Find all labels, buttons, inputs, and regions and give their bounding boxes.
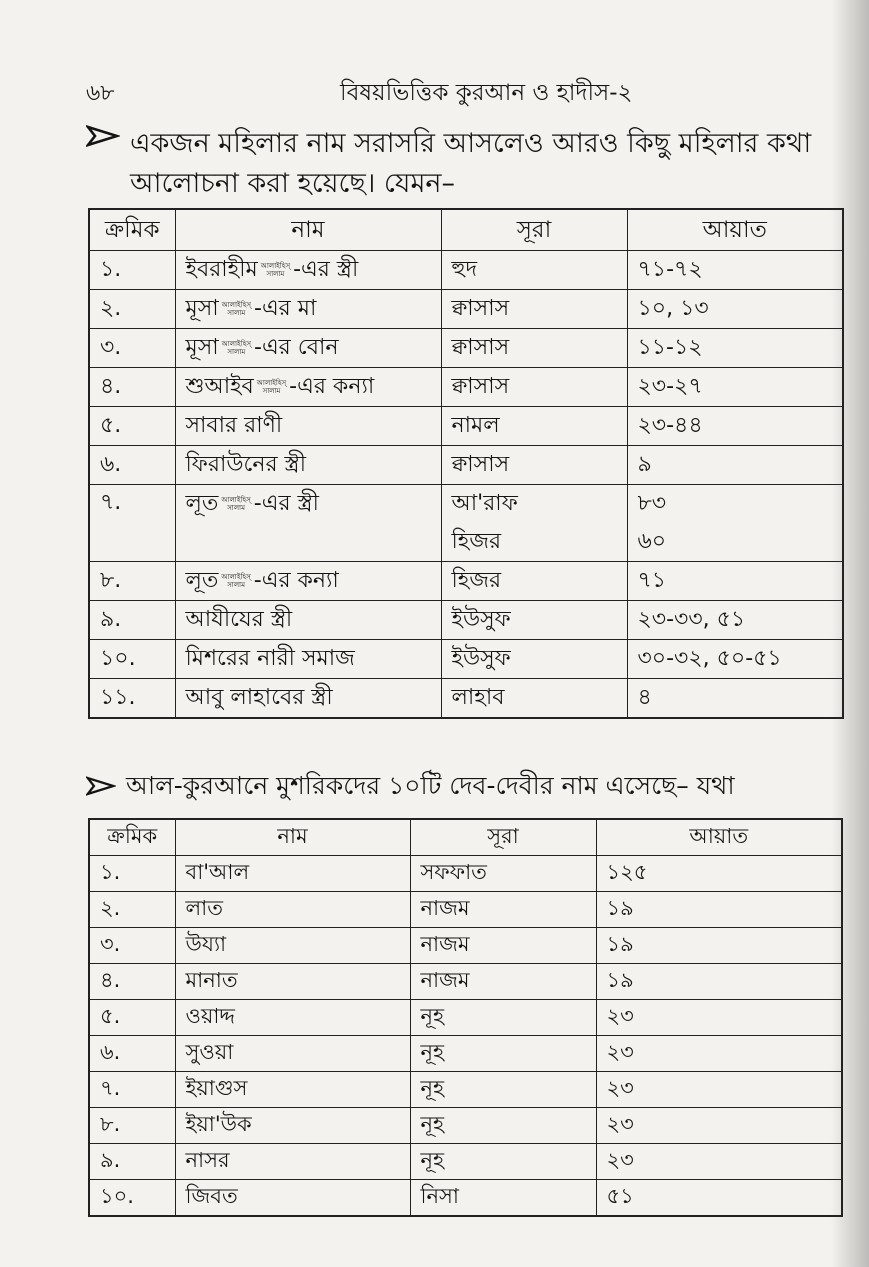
table-row [89,446,843,485]
surah-cell: হুদ [441,251,627,290]
serial-cell: ১. [89,251,175,290]
ayat-cell: ২৩ [596,1000,842,1036]
serial-cell: ২. [89,290,175,329]
serial-cell: ১. [89,856,175,892]
surah-cell: নাজম [410,928,596,964]
header-serial: ক্রমিক [89,819,175,856]
person-name: মূসা [185,295,219,321]
table-row [89,679,843,719]
name-cell: সুওয়া [175,1036,410,1072]
person-name: ইবরাহীম [185,256,258,282]
table-row [89,290,843,329]
ayat-cell: ৯ [627,446,843,485]
surah-cell: ক্বাসাস [441,290,627,329]
ayat-cell: ১৯ [596,964,842,1000]
arrowhead-bullet-icon [86,775,116,797]
header-serial: ক্রমিক [89,209,175,251]
table-row [89,368,843,407]
surah-cell: ক্বাসাস [441,368,627,407]
person-name: মিশরের নারী সমাজ [185,645,355,671]
ayat-cell: ২৩-৩৩, ৫১ [627,601,843,640]
header-ayat: আয়াত [627,209,843,251]
serial-cell: ৬. [89,1036,175,1072]
table-row [89,1180,842,1217]
honorific-top: আলাইহিস্ [221,496,251,504]
ayat-cell: ৫১ [596,1180,842,1217]
honorific-top: আলাইহিস্ [221,300,251,309]
serial-cell: ৪. [89,964,175,1000]
name-cell: জিবত [175,1180,410,1217]
table-header-row [89,209,843,251]
serial-cell: ২. [89,892,175,928]
surah-cell: নূহ [410,1108,596,1144]
honorific-top: আলাইহিস্ [256,378,287,387]
surah-cell: ক্বাসাস [441,446,627,485]
surah-cell: নূহ [410,1144,596,1180]
idols-table-body [89,856,842,1217]
name-cell [175,640,441,679]
ayat-cell: ৩০-৩২, ৫০-৫১ [627,640,843,679]
relation-suffix: -এর স্ত্রী [293,256,359,282]
serial-cell: ৭. [89,485,175,562]
table-row [89,856,842,892]
honorific-bottom: সালাম [227,504,245,512]
honorific-bottom: সালাম [227,308,246,317]
ayat-cell: ২৩-৪৪ [627,407,843,446]
person-name: শুআইব [185,373,254,399]
name-cell [175,679,441,719]
serial-cell: ৬. [89,446,175,485]
name-line [186,485,431,523]
person-name: লূত [185,567,219,593]
name-cell [175,290,441,329]
surah-cell: নূহ [410,1036,596,1072]
surah-line: আ'রাফ [451,491,518,516]
women-table [88,208,844,719]
ayat-line: ৬০ [637,529,667,554]
serial-cell: ৭. [89,1072,175,1108]
surah-cell: নূহ [410,1000,596,1036]
header-name: নাম [175,819,410,856]
name-cell: ইয়াগুস [175,1072,410,1108]
serial-cell: ৮. [89,1108,175,1144]
table-row [89,251,843,290]
ayat-cell: ২৩ [596,1036,842,1072]
name-cell: উয্যা [175,928,410,964]
arrowhead-bullet-icon [86,124,120,148]
surah-cell: ক্বাসাস [441,329,627,368]
table-row [89,1036,842,1072]
table-row [89,640,843,679]
serial-cell: ৫. [89,407,175,446]
surah-cell: ইউসুফ [441,601,627,640]
person-name: আযীযের স্ত্রী [185,606,293,632]
person-name: সাবার রাণী [185,412,283,438]
header-surah: সূরা [441,209,627,251]
surah-cell: সফফাত [410,856,596,892]
ayat-cell: ২৩ [596,1144,842,1180]
ayat-cell: ৭১-৭২ [627,251,843,290]
name-cell [175,407,441,446]
ayat-cell: ১১-১২ [627,329,843,368]
person-name: আবু লাহাবের স্ত্রী [185,684,333,710]
surah-cell: নূহ [410,1072,596,1108]
serial-cell: ১১. [89,679,175,719]
ayat-cell: ১৯ [596,928,842,964]
honorific-bottom: সালাম [262,386,281,395]
ayat-cell: ৭১ [627,562,843,601]
table-header-row [89,819,842,856]
table-row [89,1072,842,1108]
name-cell [175,601,441,640]
serial-cell: ৮. [89,562,175,601]
ayat-cell: ৪ [627,679,843,719]
name-cell: নাসর [175,1144,410,1180]
table-row [89,964,842,1000]
honorific-mark [222,340,251,356]
name-cell: লাত [175,892,410,928]
name-cell: বা'আল [175,856,410,892]
relation-suffix: -এর কন্যা [253,567,339,593]
ayat-cell: ২৩-২৭ [627,368,843,407]
section2-intro [86,770,735,802]
person-name: মূসা [185,334,219,360]
surah-cell: হিজর [441,562,627,601]
serial-cell: ৩. [89,928,175,964]
honorific-mark [257,379,286,395]
surah-cell: নাজম [410,892,596,928]
ayat-line: ৮৩ [637,491,667,516]
relation-suffix: -এর মা [254,295,317,321]
name-cell [175,485,441,562]
serial-cell: ৯. [89,601,175,640]
table-row [89,1000,842,1036]
header-surah: সূরা [410,819,596,856]
name-cell: ইয়া'উক [175,1108,410,1144]
name-cell [175,329,441,368]
honorific-bottom: সালাম [266,269,285,278]
table-row [89,601,843,640]
serial-cell: ১০. [89,640,175,679]
ayat-cell: ২৩ [596,1108,842,1144]
honorific-mark [261,262,290,278]
table-row [89,485,843,562]
surah-cell: ইউসুফ [441,640,627,679]
header-name: নাম [175,209,441,251]
name-cell: ওয়াদ্দ [175,1000,410,1036]
ayat-cell: ২৩ [596,1072,842,1108]
surah-cell: লাহাব [441,679,627,719]
relation-suffix: -এর বোন [254,334,339,360]
honorific-mark [221,496,250,512]
honorific-mark [222,301,251,317]
table-row [89,1144,842,1180]
running-title: বিষয়ভিত্তিক কুরআন ও হাদীস-২ [340,80,633,106]
women-table-body [89,251,843,719]
serial-cell: ৩. [89,329,175,368]
honorific-top: আলাইহিস্ [221,572,251,581]
honorific-mark [221,573,250,589]
person-name: লূত [185,491,219,516]
serial-cell: ৯. [89,1144,175,1180]
honorific-bottom: সালাম [227,347,246,356]
surah-cell: নিসা [410,1180,596,1217]
name-cell [175,368,441,407]
serial-cell: ৪. [89,368,175,407]
ayat-cell [627,485,843,562]
ayat-cell: ১২৫ [596,856,842,892]
honorific-top: আলাইহিস্ [260,261,291,270]
serial-cell: ৫. [89,1000,175,1036]
relation-suffix: -এর কন্যা [289,373,375,399]
table-row [89,892,842,928]
section1-intro-text: একজন মহিলার নাম সরাসরি আসলেও আরও কিছু মহিলার কথা আলোচনা করা হয়েছে। যেমন– [130,128,812,199]
header-ayat: আয়াত [596,819,842,856]
table-row [89,329,843,368]
name-cell: মানাত [175,964,410,1000]
table-row [89,562,843,601]
idols-table [88,818,843,1217]
name-cell [175,251,441,290]
table-row [89,407,843,446]
section2-intro-text: আল-কুরআনে মুশরিকদের ১০টি দেব-দেবীর নাম এসেছে– যথা [126,771,735,800]
ayat-cell: ১০, ১৩ [627,290,843,329]
serial-cell: ১০. [89,1180,175,1217]
honorific-top: আলাইহিস্ [221,339,251,348]
honorific-bottom: সালাম [227,580,245,589]
surah-line: হিজর [451,529,502,554]
ayat-cell: ১৯ [596,892,842,928]
surah-cell: নামল [441,407,627,446]
surah-cell: নাজম [410,964,596,1000]
table-row [89,1108,842,1144]
name-cell [175,446,441,485]
relation-suffix: -এর স্ত্রী [253,491,319,516]
surah-cell [441,485,627,562]
page-number: ৬৮ [86,81,115,106]
section1-intro [86,124,850,204]
person-name: ফিরাউনের স্ত্রী [185,451,306,477]
name-cell [175,562,441,601]
table-row [89,928,842,964]
